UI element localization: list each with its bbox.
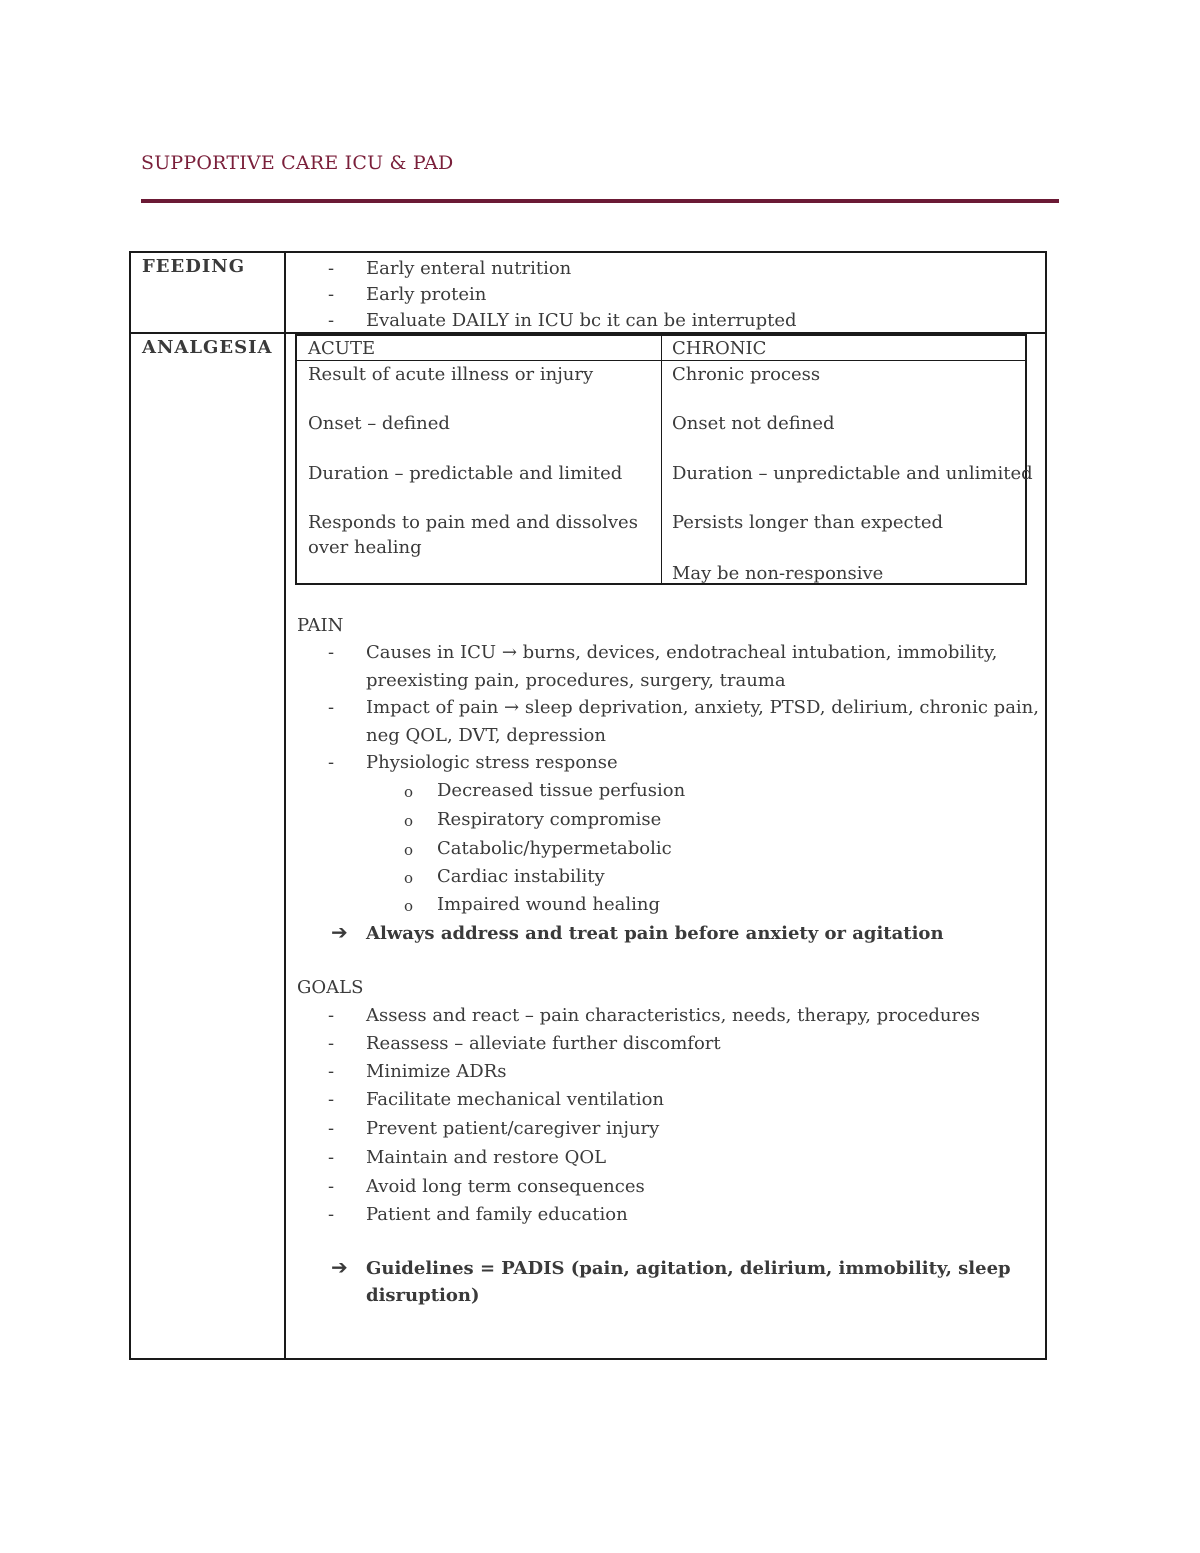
dash-marker: - (328, 1118, 335, 1139)
feeding-item: Evaluate DAILY in ICU bc it can be interrupted (366, 310, 797, 331)
guidelines-line: disruption) (366, 1285, 480, 1306)
pain-item-text: burns, devices, endotracheal intubation, immobility, (522, 642, 998, 663)
goal-item: Maintain and restore QOL (366, 1147, 607, 1168)
dash-marker: - (328, 1147, 335, 1168)
goal-item: Patient and family education (366, 1204, 628, 1225)
pain-item-text: Impact of pain (366, 697, 499, 718)
feeding-item: Early enteral nutrition (366, 258, 572, 279)
pain-key-point: Always address and treat pain before anxiety or agitation (366, 923, 944, 944)
chronic-cell: Chronic process (672, 364, 821, 385)
circle-bullet-icon: o (404, 783, 414, 801)
acute-header: ACUTE (308, 338, 376, 359)
dash-marker: - (328, 1005, 335, 1026)
goal-item: Reassess – alleviate further discomfort (366, 1033, 721, 1054)
title-underline (141, 199, 1059, 203)
dash-marker: - (328, 1176, 335, 1197)
chronic-cell: Duration – unpredictable and unlimited (672, 463, 1033, 484)
feeding-label: FEEDING (142, 256, 246, 277)
dash-marker: - (328, 642, 335, 663)
circle-bullet-icon: o (404, 897, 414, 915)
column-divider (284, 253, 286, 1358)
acute-vs-chronic-table (295, 334, 1033, 585)
circle-bullet-icon: o (404, 841, 414, 859)
stress-sub-item: Catabolic/hypermetabolic (437, 838, 672, 859)
acute-cell: Responds to pain med and dissolves (308, 512, 638, 533)
dash-marker: - (328, 310, 335, 331)
feeding-item: Early protein (366, 284, 487, 305)
pain-item-text: Causes in ICU (366, 642, 497, 663)
right-arrow-icon: → (504, 697, 520, 718)
pain-item-text: sleep deprivation, anxiety, PTSD, delirium, chronic pain, (524, 697, 1039, 718)
guidelines-line: Guidelines = PADIS (pain, agitation, delirium, immobility, sleep (366, 1258, 1011, 1279)
dash-marker: - (328, 1061, 335, 1082)
circle-bullet-icon: o (404, 812, 414, 830)
stress-sub-item: Cardiac instability (437, 866, 605, 887)
dash-marker: - (328, 697, 335, 718)
pain-item (366, 697, 1039, 718)
dash-marker: - (328, 284, 335, 305)
bold-arrow-icon: ➔ (331, 920, 348, 944)
acute-cell: Duration – predictable and limited (308, 463, 623, 484)
bold-arrow-icon: ➔ (331, 1255, 348, 1279)
notes-table (129, 251, 1047, 1360)
dash-marker: - (328, 1204, 335, 1225)
dash-marker: - (328, 752, 335, 773)
pain-item: Physiologic stress response (366, 752, 618, 773)
acute-cell: Onset – defined (308, 413, 450, 434)
right-arrow-icon: → (501, 642, 517, 663)
goals-heading: GOALS (297, 977, 364, 998)
dash-marker: - (328, 258, 335, 279)
stress-sub-item: Decreased tissue perfusion (437, 780, 686, 801)
goal-item: Assess and react – pain characteristics, needs, therapy, procedures (366, 1005, 980, 1026)
inner-header-divider (297, 360, 1025, 361)
inner-column-divider (661, 336, 662, 583)
dash-marker: - (328, 1089, 335, 1110)
acute-cell: over healing (308, 537, 422, 558)
chronic-cell: May be non-responsive (672, 563, 884, 584)
document-title: SUPPORTIVE CARE ICU & PAD (141, 152, 454, 174)
stress-sub-item: Impaired wound healing (437, 894, 660, 915)
stress-sub-item: Respiratory compromise (437, 809, 662, 830)
goal-item: Facilitate mechanical ventilation (366, 1089, 665, 1110)
pain-item (366, 642, 997, 663)
pain-item-continuation: preexisting pain, procedures, surgery, trauma (366, 670, 786, 691)
goal-item: Minimize ADRs (366, 1061, 507, 1082)
analgesia-label: ANALGESIA (142, 337, 273, 358)
acute-cell: Result of acute illness or injury (308, 364, 594, 385)
goal-item: Prevent patient/caregiver injury (366, 1118, 660, 1139)
pain-heading: PAIN (297, 615, 344, 636)
chronic-cell: Persists longer than expected (672, 512, 944, 533)
goal-item: Avoid long term consequences (366, 1176, 645, 1197)
circle-bullet-icon: o (404, 869, 414, 887)
pain-item-continuation: neg QOL, DVT, depression (366, 725, 606, 746)
chronic-cell: Onset not defined (672, 413, 835, 434)
dash-marker: - (328, 1033, 335, 1054)
chronic-header: CHRONIC (672, 338, 767, 359)
